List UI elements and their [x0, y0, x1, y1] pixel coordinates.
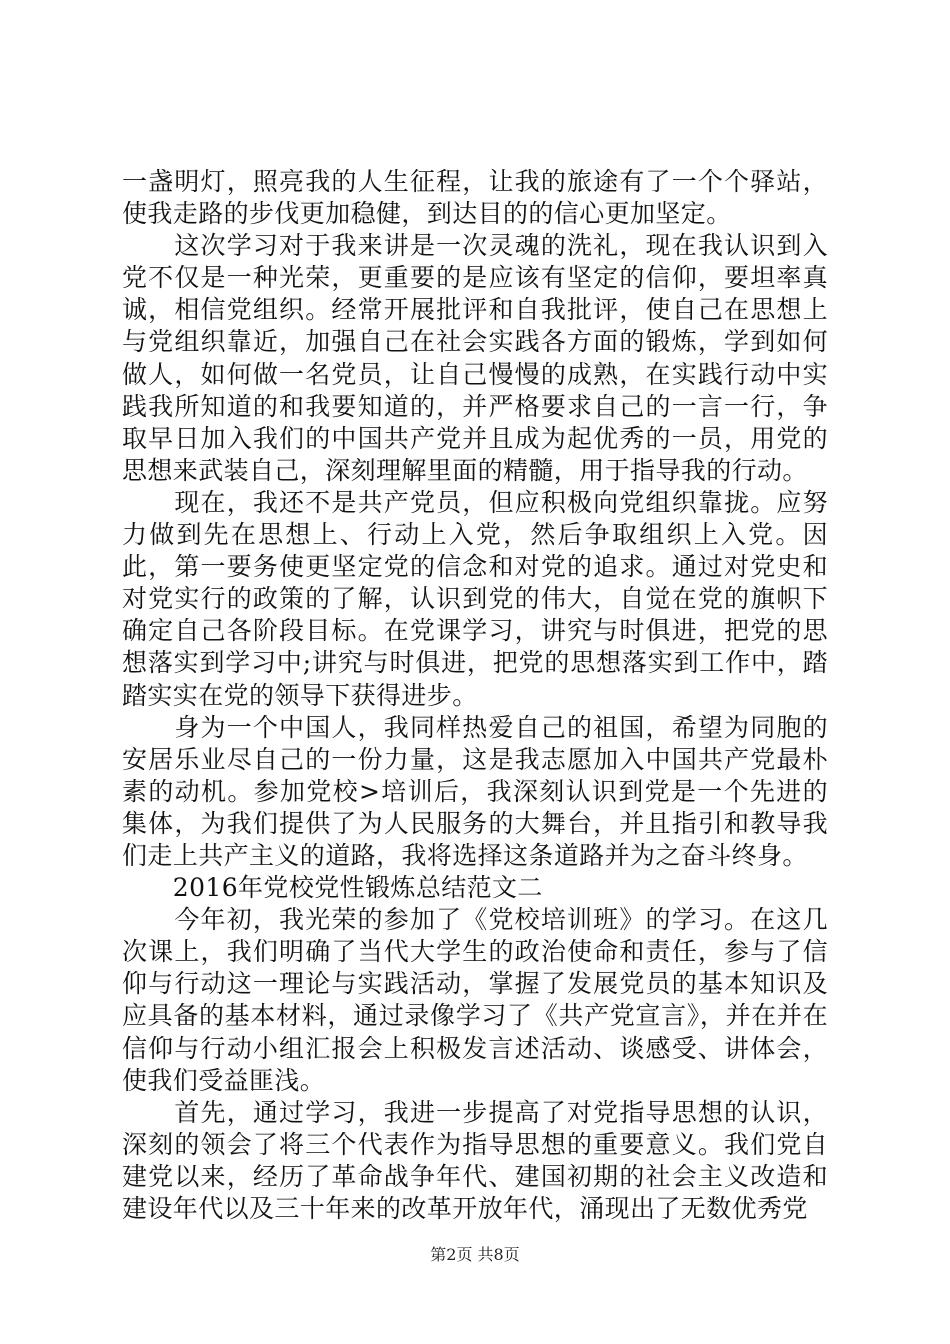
paragraph-this-year: 今年初，我光荣的参加了《党校培训班》的学习。在这几次课上，我们明确了当代大学生的政治使命和责任，参与了信仰与行动这一理论与实践活动，掌握了发展党员的基本知识及应具备的基本材料，通过录像学习了《共产党宣言》，并在并在信仰与行动小组汇报会上积极发言述活动、谈感受、讲体会，使我们受益匪浅。: [122, 905, 828, 1095]
document-body: [122, 166, 828, 1225]
paragraph-as-chinese: 身为一个中国人，我同样热爱自己的祖国，希望为同胞的安居乐业尽自己的一份力量，这是我志愿加入中国共产党最朴素的动机。参加党校>培训后，我深刻认识到党是一个先进的集体，为我们提供了为人民服务的大舞台，并且指引和教导我们走上共产主义的道路，我将选择这条道路并为之奋斗终身。: [122, 712, 828, 870]
paragraph-first: 首先，通过学习，我进一步提高了对党指导思想的认识，深刻的领会了将三个代表作为指导思想的重要意义。我们党自建党以来，经历了革命战争年代、建国初期的社会主义改造和建设年代以及三十年来的改革开放年代，涌现出了无数优秀党: [122, 1097, 828, 1223]
page-number-footer: 第2页 共8页: [430, 1245, 520, 1264]
section-title-sample-two: 2016年党校党性锻炼总结范文二: [122, 873, 543, 903]
paragraph-study-baptism: 这次学习对于我来讲是一次灵魂的洗礼，现在我认识到入党不仅是一种光荣，更重要的是应该有坚定的信仰，要坦率真诚，相信党组织。经常开展批评和自我批评，使自己在思想上与党组织靠近，加强自己在社会实践各方面的锻炼，学到如何做人，如何做一名党员，让自己慢慢的成熟，在实践行动中实践我所知道的和我要知道的，并严格要求自己的一言一行，争取早日加入我们的中国共产党并且成为起优秀的一员，用党的思想来武装自己，深刻理解里面的精髓，用于指导我的行动。: [122, 231, 828, 485]
paragraph-not-yet-member: 现在，我还不是共产党员，但应积极向党组织靠拢。应努力做到先在思想上、行动上入党，然后争取组织上入党。因此，第一要务使更坚定党的信念和对党的追求。通过对党史和对党实行的政策的了解，认识到党的伟大，自觉在党的旗帜下确定自己各阶段目标。在党课学习，讲究与时俱进，把党的思想落实到学习中;讲究与时俱进，把党的思想落实到工作中，踏踏实实在党的领导下获得进步。: [122, 487, 828, 710]
paragraph-continuation: 一盏明灯，照亮我的人生征程，让我的旅途有了一个个驿站，使我走路的步伐更加稳健，到达目的的信心更加坚定。: [122, 167, 828, 229]
